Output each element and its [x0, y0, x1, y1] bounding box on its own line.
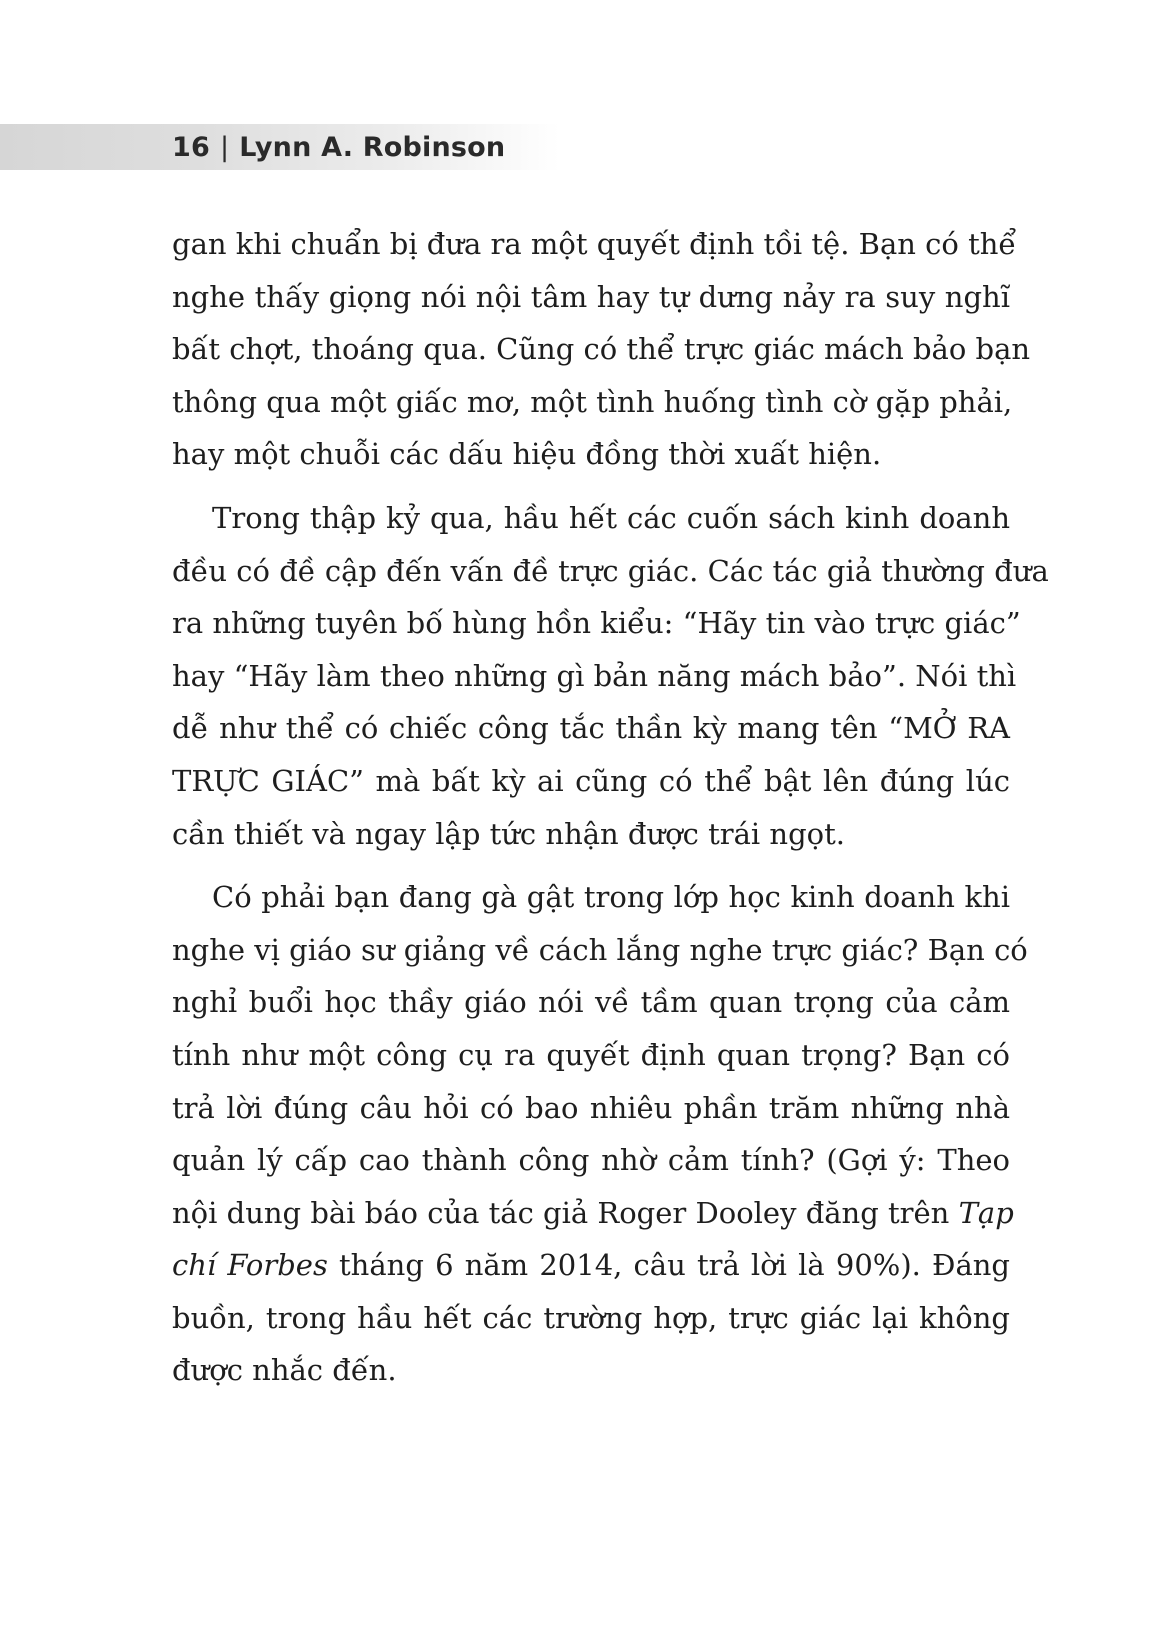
text-line: nghỉ buổi học thầy giáo nói về tầm quan trọng của cảm	[172, 985, 1010, 1020]
text-line: hay “Hãy làm theo những gì bản năng mách bảo”. Nói thì	[172, 658, 1017, 693]
text-line: ra những tuyên bố hùng hồn kiểu: “Hãy tin vào trực giác”	[172, 606, 1021, 641]
text-line: buồn, trong hầu hết các trường hợp, trực giác lại không	[172, 1300, 1010, 1335]
text-run: nội dung bài báo của tác giả Roger Dooley đăng trên	[172, 1195, 959, 1230]
text-line: thông qua một giấc mơ, một tình huống tình cờ gặp phải,	[172, 384, 1013, 419]
text-line	[172, 1187, 1014, 1240]
paragraph-3	[172, 871, 1028, 1397]
text-line: dễ như thể có chiếc công tắc thần kỳ mang tên “MỞ RA	[172, 711, 1010, 746]
italic-title: Tạp	[958, 1195, 1014, 1230]
paragraph-1	[172, 218, 1031, 481]
text-line: Có phải bạn đang gà gật trong lớp học kinh doanh khi	[212, 880, 1010, 915]
author-name: Lynn A. Robinson	[239, 132, 506, 163]
text-line: gan khi chuẩn bị đưa ra một quyết định tồi tệ. Bạn có thể	[172, 227, 1017, 261]
text-line: bất chợt, thoáng qua. Cũng có thể trực giác mách bảo bạn	[172, 332, 1031, 367]
text-line: trả lời đúng câu hỏi có bao nhiêu phần trăm những nhà	[172, 1090, 1010, 1125]
text-line: cần thiết và ngay lập tức nhận được trái ngọt.	[172, 816, 845, 851]
text-line	[172, 1239, 1010, 1292]
text-line: tính như một công cụ ra quyết định quan trọng? Bạn có	[172, 1037, 1010, 1072]
text-line: TRỰC GIÁC” mà bất kỳ ai cũng có thể bật lên đúng lúc	[172, 763, 1010, 798]
text-line: Trong thập kỷ qua, hầu hết các cuốn sách kinh doanh	[212, 500, 1010, 535]
text-line: quản lý cấp cao thành công nhờ cảm tính? (Gợi ý: Theo	[172, 1143, 1010, 1178]
text-line: nghe vị giáo sư giảng về cách lắng nghe trực giác? Bạn có	[172, 932, 1028, 967]
text-line: nghe thấy giọng nói nội tâm hay tự dưng nảy ra suy nghĩ	[172, 279, 1010, 314]
italic-title: chí Forbes	[172, 1248, 328, 1283]
header-separator: |	[219, 132, 230, 163]
running-header	[172, 128, 505, 168]
page-number: 16	[172, 132, 210, 163]
text-line: được nhắc đến.	[172, 1353, 397, 1388]
text-line: hay một chuỗi các dấu hiệu đồng thời xuất hiện.	[172, 437, 882, 472]
paragraph-2	[172, 492, 1049, 860]
text-line: đều có đề cập đến vấn đề trực giác. Các tác giả thường đưa	[172, 553, 1049, 588]
body-text	[172, 218, 1049, 1408]
text-run: tháng 6 năm 2014, câu trả lời là 90%). Đáng	[327, 1248, 1010, 1283]
